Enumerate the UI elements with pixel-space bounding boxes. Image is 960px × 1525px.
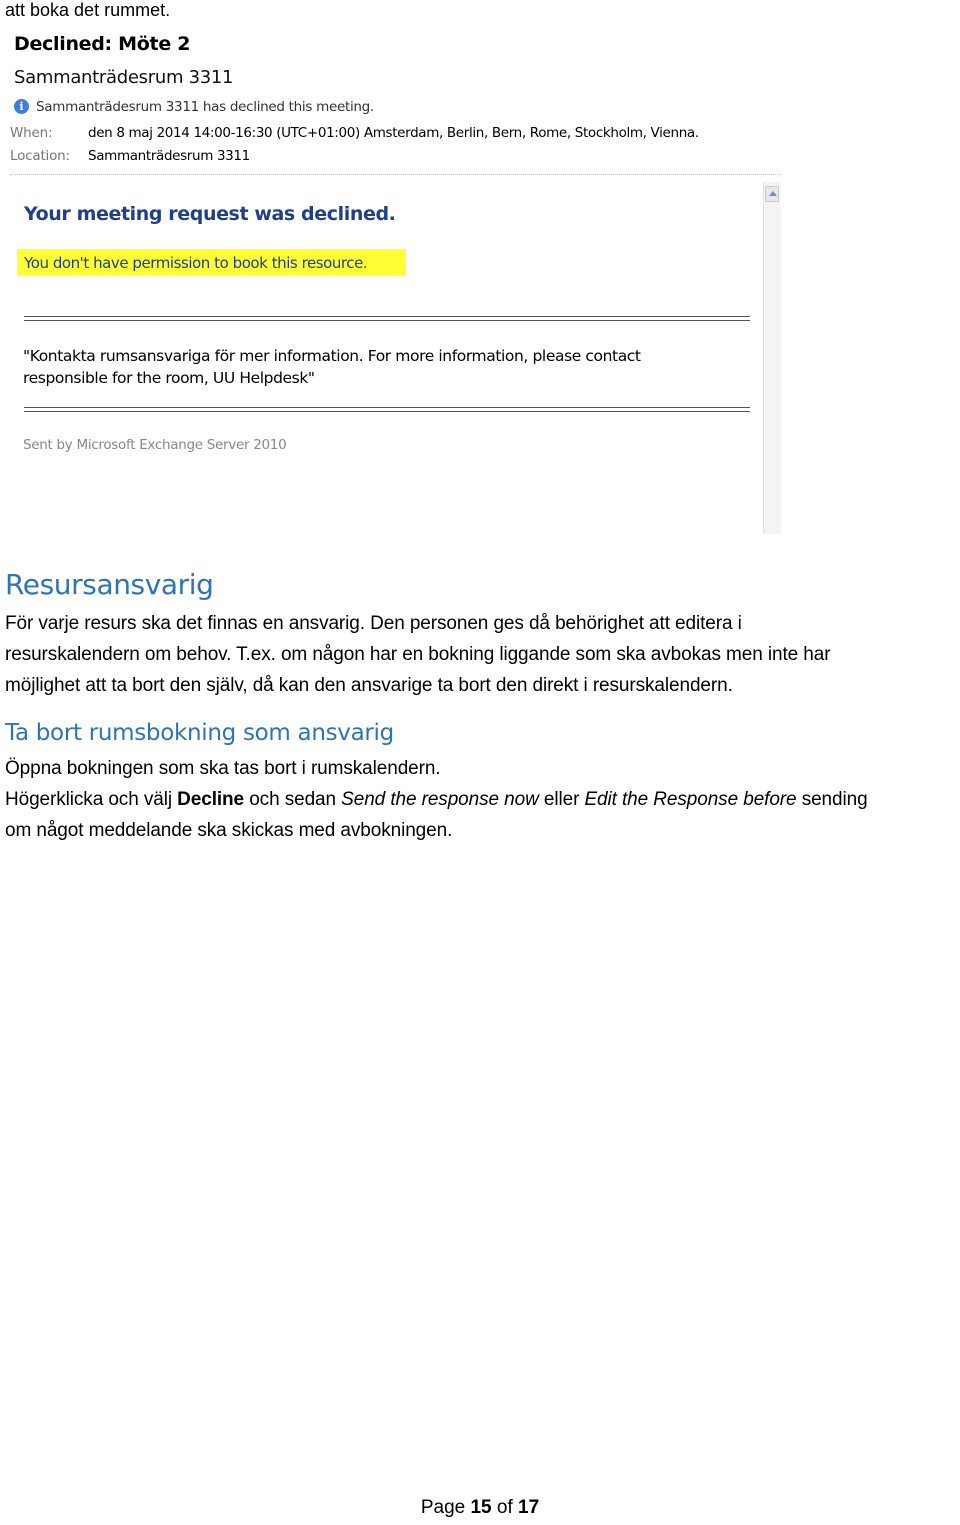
section-heading-resursansvarig: Resursansvarig bbox=[5, 568, 214, 601]
page-total: 17 bbox=[518, 1497, 540, 1518]
section-heading-ta-bort: Ta bort rumsbokning som ansvarig bbox=[5, 720, 394, 746]
contact-quote-line2: responsible for the room, UU Helpdesk" bbox=[23, 369, 315, 387]
email-sender-room: Sammanträdesrum 3311 bbox=[14, 67, 234, 88]
page-prefix: Page bbox=[420, 1497, 471, 1518]
vertical-scrollbar[interactable] bbox=[763, 182, 781, 534]
sent-by-footer: Sent by Microsoft Exchange Server 2010 bbox=[23, 437, 287, 453]
when-label: When: bbox=[10, 125, 53, 141]
double-rule-bottom bbox=[24, 407, 750, 412]
intro-tail-text: att boka det rummet. bbox=[5, 0, 171, 20]
paragraph-line: möjlighet att ta bort den själv, då kan den ansvarige ta bort den direkt i resurskalendern. bbox=[5, 675, 733, 696]
edit-response-term: Edit the Response before bbox=[584, 789, 797, 810]
decline-term: Decline bbox=[177, 789, 245, 810]
declined-heading: Your meeting request was declined. bbox=[24, 203, 396, 225]
location-label: Location: bbox=[10, 148, 70, 164]
page-current: 15 bbox=[470, 1497, 492, 1518]
paragraph-line: resurskalendern om behov. T.ex. om någon har en bokning liggande som ska avbokas men inte har bbox=[5, 644, 831, 665]
paragraph-line: För varje resurs ska det finnas en ansvarig. Den personen ges då behörighet att editera i bbox=[5, 613, 742, 634]
declined-email-screenshot bbox=[0, 24, 790, 540]
paragraph-line: Öppna bokningen som ska tas bort i rumskalendern. bbox=[5, 758, 441, 779]
text-segment: sending bbox=[796, 789, 868, 810]
permission-message: You don't have permission to book this resource. bbox=[24, 254, 368, 272]
info-bar-text: Sammanträdesrum 3311 has declined this meeting. bbox=[36, 99, 374, 115]
send-response-term: Send the response now bbox=[341, 789, 539, 810]
text-segment: Högerklicka och välj bbox=[5, 789, 178, 810]
instruction-line bbox=[5, 789, 868, 811]
header-divider bbox=[10, 174, 780, 175]
text-segment: eller bbox=[538, 789, 585, 810]
double-rule-top bbox=[24, 316, 750, 321]
scroll-up-arrow-icon[interactable] bbox=[765, 186, 779, 202]
contact-quote-line1: "Kontakta rumsansvariga för mer information. For more information, please contact bbox=[23, 347, 641, 365]
page-middle: of bbox=[491, 1497, 519, 1518]
text-segment: och sedan bbox=[244, 789, 342, 810]
info-icon: i bbox=[14, 99, 29, 114]
email-subject: Declined: Möte 2 bbox=[14, 33, 191, 55]
page-number-footer bbox=[0, 1497, 960, 1519]
paragraph-line: om något meddelande ska skickas med avbokningen. bbox=[5, 820, 453, 841]
location-value: Sammanträdesrum 3311 bbox=[88, 148, 250, 164]
when-value: den 8 maj 2014 14:00-16:30 (UTC+01:00) Amsterdam, Berlin, Bern, Rome, Stockholm, Vienna. bbox=[88, 125, 699, 141]
